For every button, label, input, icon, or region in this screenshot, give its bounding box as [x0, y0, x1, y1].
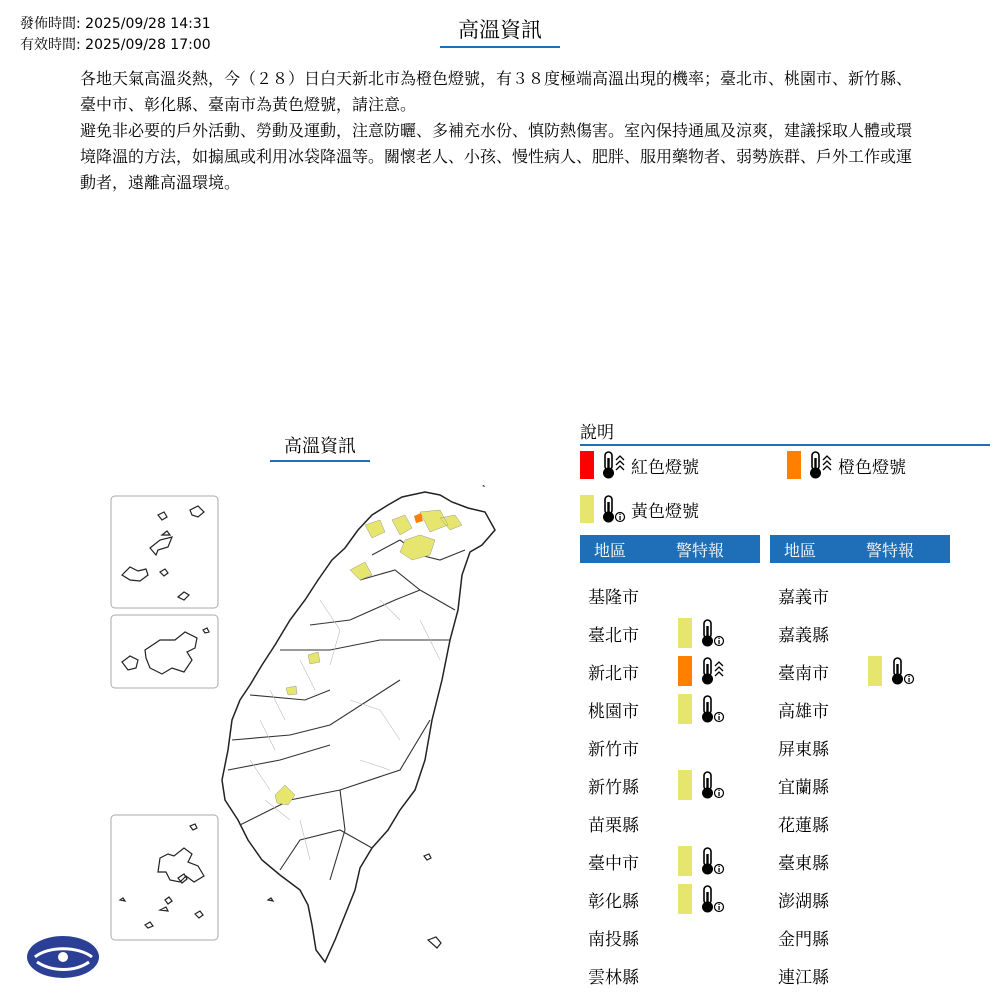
legend-title: 說明 [580, 418, 990, 446]
taiwan-main-island [222, 492, 495, 962]
region-name: 嘉義市 [778, 587, 829, 608]
region-row [770, 842, 868, 880]
region-name: 高雄市 [778, 701, 829, 722]
yellow-swatch [678, 884, 692, 914]
issue-time: 發佈時間: 2025/09/28 14:31 [20, 16, 211, 32]
header-region: 地區 [783, 540, 816, 560]
thermometer-info-icon [599, 494, 627, 524]
region-row [770, 614, 868, 652]
legend-label-yellow: 黃色燈號 [631, 501, 699, 522]
issue-info [20, 14, 211, 56]
region-row [770, 728, 868, 766]
region-name: 新竹縣 [588, 777, 639, 798]
orange-swatch [678, 656, 692, 686]
region-row [580, 766, 730, 804]
map-title: 高溫資訊 [270, 432, 370, 462]
region-row [770, 880, 868, 918]
yellow-swatch [678, 846, 692, 876]
region-row [770, 766, 868, 804]
advisory-text [80, 66, 920, 196]
header-region: 地區 [593, 540, 626, 560]
region-name: 桃園市 [588, 701, 639, 722]
header-warning: 警特報 [675, 540, 724, 560]
region-name: 金門縣 [778, 929, 829, 950]
region-row [580, 842, 730, 880]
thermometer-info-icon [698, 770, 726, 800]
yellow-swatch [678, 770, 692, 800]
region-row [580, 956, 678, 994]
region-name: 屏東縣 [778, 739, 829, 760]
region-name: 彰化縣 [588, 891, 639, 912]
legend-item-yellow [580, 494, 699, 524]
region-row [770, 652, 920, 690]
region-row [580, 690, 730, 728]
region-name: 基隆市 [588, 587, 639, 608]
legend-label-orange: 橙色燈號 [838, 457, 906, 478]
table-header-right [770, 535, 950, 563]
warning-indicator [678, 694, 730, 724]
region-row [770, 918, 868, 956]
warning-indicator [868, 656, 920, 686]
region-name: 臺南市 [778, 663, 829, 684]
region-row [770, 804, 868, 842]
yellow-swatch [678, 694, 692, 724]
legend-item-orange [787, 450, 906, 480]
taiwan-map [0, 460, 560, 1000]
region-name: 臺北市 [588, 625, 639, 646]
region-row [580, 918, 678, 956]
region-row [770, 576, 868, 614]
region-name: 苗栗縣 [588, 815, 639, 836]
region-name: 臺中市 [588, 853, 639, 874]
region-name: 澎湖縣 [778, 891, 829, 912]
warning-indicator [678, 846, 730, 876]
region-row [580, 652, 730, 690]
orange-swatch [787, 451, 801, 479]
header-warning: 警特報 [865, 540, 914, 560]
warning-indicator [678, 884, 730, 914]
advisory-paragraph-2: 避免非必要的戶外活動、勞動及運動，注意防曬、多補充水份、慎防熱傷害。室內保持通風及涼爽，建議採取人體或環境降溫的方法，如搧風或利用冰袋降溫等。關懷老人、小孩、慢性病人、肥胖、服用藥物者、弱勢族群、戶外工作或運動者，遠離高溫環境。 [80, 121, 913, 192]
region-name: 宜蘭縣 [778, 777, 829, 798]
thermometer-high-icon [599, 450, 627, 480]
warning-indicator [678, 618, 730, 648]
page-title: 高溫資訊 [440, 14, 560, 48]
region-name: 連江縣 [778, 967, 829, 988]
red-swatch [580, 451, 594, 479]
region-row [770, 956, 868, 994]
thermometer-info-icon [698, 846, 726, 876]
yellow-swatch [868, 656, 882, 686]
region-row [770, 690, 868, 728]
warning-indicator [678, 770, 730, 800]
thermometer-info-icon [698, 884, 726, 914]
region-name: 新北市 [588, 663, 639, 684]
thermometer-info-icon [888, 656, 916, 686]
advisory-paragraph-1: 各地天氣高溫炎熱，今（２８）日白天新北市為橙色燈號，有３８度極端高溫出現的機率；臺北市、桃園市、新竹縣、臺中市、彰化縣、臺南市為黃色燈號，請注意。 [80, 69, 913, 114]
region-name: 臺東縣 [778, 853, 829, 874]
thermometer-info-icon [698, 694, 726, 724]
region-name: 雲林縣 [588, 967, 639, 988]
region-row [580, 728, 678, 766]
yellow-swatch [580, 495, 594, 523]
region-row [580, 804, 678, 842]
region-row [580, 614, 730, 652]
yellow-swatch [678, 618, 692, 648]
region-name: 新竹市 [588, 739, 639, 760]
cwa-logo-icon [27, 936, 99, 978]
region-row [580, 576, 678, 614]
region-name: 南投縣 [588, 929, 639, 950]
legend-label-red: 紅色燈號 [631, 457, 699, 478]
thermometer-high-icon [806, 450, 834, 480]
thermometer-high-icon [698, 656, 726, 686]
warning-indicator [678, 656, 730, 686]
table-header-left [580, 535, 760, 563]
region-row [580, 880, 730, 918]
valid-time: 有效時間: 2025/09/28 17:00 [20, 37, 211, 53]
thermometer-info-icon [698, 618, 726, 648]
legend-item-red [580, 450, 699, 480]
region-name: 嘉義縣 [778, 625, 829, 646]
region-name: 花蓮縣 [778, 815, 829, 836]
